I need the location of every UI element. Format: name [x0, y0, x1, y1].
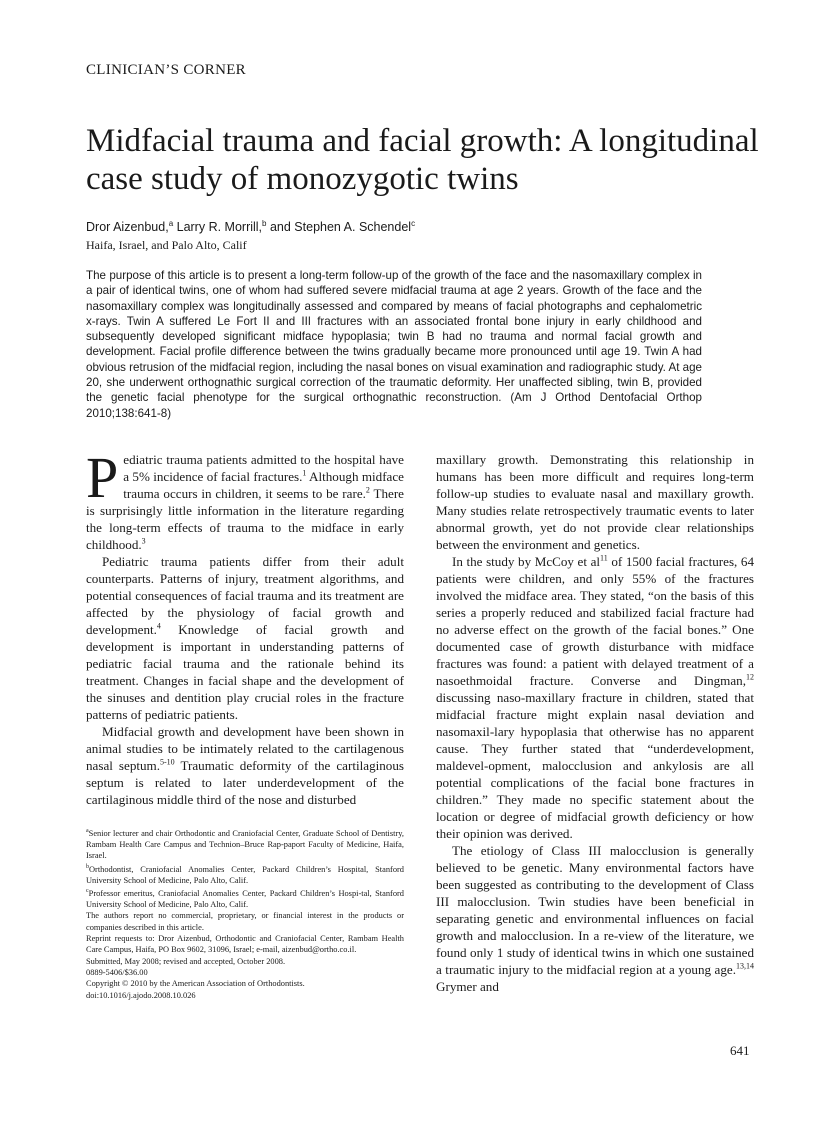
body-text: Traumatic deformity of the cartilaginous septum is related to later underdevelopment of the cartilaginous middle third of the nose and disturbed — [86, 758, 404, 807]
doi: doi:10.1016/j.ajodo.2008.10.026 — [86, 990, 196, 1000]
body-paragraph — [436, 842, 754, 995]
body-paragraph — [86, 445, 404, 553]
reference-mark: 12 — [746, 672, 754, 682]
body-text: of 1500 facial fractures, 64 patients were children, and only 55% of the fractures involved the midface area. They stated, “on the basis of this series a properly reduced and stabilized facial fracture had no adverse effect on the growth of the facial bones.” One documented case of growth disturbance with midface fractures was found: a patient with delayed treatment of a nasoethmoidal fracture. Converse and Dingman, — [436, 554, 754, 688]
author-affiliation-mark: c — [411, 219, 416, 228]
footnote-text: Professor emeritus, Craniofacial Anomalies Center, Packard Children’s Hospi-tal, Stanford University School of Medicine, Palo Alto, Calif. — [86, 888, 404, 910]
body-paragraph — [436, 553, 754, 842]
submission-dates: Submitted, May 2008; revised and accepted, October 2008. — [86, 956, 286, 966]
reference-mark: 2 — [365, 485, 370, 495]
page-number: 641 — [730, 1043, 750, 1058]
reference-mark: 4 — [156, 621, 161, 631]
footnote-mark: a — [86, 828, 89, 834]
author-affiliation-mark: b — [262, 219, 267, 228]
footnote-mark: c — [86, 888, 89, 895]
reference-mark: 1 — [302, 468, 307, 478]
author-list — [86, 219, 415, 234]
body-column-left — [86, 445, 404, 808]
issn: 0889-5406/$36.00 — [86, 967, 148, 977]
author-name: and Stephen A. Schendel — [266, 220, 412, 235]
abstract: The purpose of this article is to present a long-term follow-up of the growth of the face and the nasomaxillary complex in a pair of identical twins, one of whom had suffered severe midfacial trauma at age 2 years. Growth of the face and the nasomaxillary complex was longitudinally assessed and compared by means of facial photographs and cephalometric x-rays. Twin A suffered Le Fort II and III fractures with an associated frontal bone injury in early childhood and subsequently developed significant midface hypoplasia; twin B had no trauma and normal facial growth and development. Facial profile difference between the twins gradually became more pronounced until age 19. Twin A had obvious retrusion of the midfacial region, including the nasal bones on visual examination and radiographic study. At age 20, she underwent orthognathic surgical correction of the traumatic deformity. Her unaffected sibling, twin B, provided the genetic facial phenotype for the surgical orthognathic reconstruction. (Am J Orthod Dentofacial Orthop 2010;138:641-8) — [86, 269, 702, 420]
reference-mark: 13,14 — [736, 961, 754, 971]
body-text: Pediatric trauma patients differ from their adult counterparts. Patterns of injury, treatment algorithms, and potential consequences of facial trauma and its treatment are affected by the physiology of facial growth and development. — [86, 554, 404, 637]
author-name: Larry R. Morrill, — [173, 220, 263, 235]
body-text: Although midface trauma occurs in children, it seems to be rare. — [123, 469, 404, 501]
author-affiliation-mark: a — [168, 219, 174, 228]
body-paragraph — [86, 723, 404, 808]
body-text: ediatric trauma patients admitted to the hospital have a 5% incidence of facial fractures. — [123, 452, 404, 484]
body-text: Midfacial growth and development have been shown in animal studies to be intimately related to the cartilagenous nasal septum. — [86, 724, 404, 773]
copyright: Copyright © 2010 by the American Association of Orthodontists. — [86, 979, 305, 989]
body-paragraph — [86, 553, 404, 723]
footnote-text: Orthodontist, Craniofacial Anomalies Center, Packard Children’s Hospital, Stanford University School of Medicine, Palo Alto, Calif. — [86, 864, 404, 885]
footnote-text: Senior lecturer and chair Orthodontic and Craniofacial Center, Graduate School of Dentistry, Rambam Health Care Campus and Technion–Bruce Rap-paport Faculty of Medicine, Haifa, Israel. — [86, 828, 404, 861]
author-affiliation: Haifa, Israel, and Palo Alto, Calif — [86, 238, 247, 252]
body-text: The etiology of Class III malocclusion is generally believed to be genetic. Many environmental factors have been suggested as contributing to the development of Class III malocclusion. Twin studies have been beneficial in separating genetic and environmental influences on facial growth and malocclusion. In a re-view of the literature, we found only 1 study of identical twins in which one sustained a traumatic injury to the midfacial region at a young age. — [436, 843, 754, 977]
reference-mark: 5-10 — [160, 757, 175, 767]
body-text: Knowledge of facial growth and development is important in understanding patterns of pediatric facial trauma and the rationale behind its treatment. Changes in facial shape and the development of the sinuses and dentition play crucial roles in the fracture patterns of pediatric patients. — [86, 622, 404, 722]
drop-cap: P — [86, 445, 119, 510]
footnotes — [86, 826, 404, 1001]
author-name: Dror Aizenbud, — [86, 220, 169, 235]
reprint-requests: Reprint requests to: Dror Aizenbud, Orthodontic and Craniofacial Center, Rambam Health Care Campus, Haifa, PO Box 9602, 31096, Israel; e-mail, aizenbud@ortho.co.il. — [86, 934, 404, 955]
reference-mark: 3 — [141, 536, 146, 546]
body-text: Grymer and — [436, 979, 499, 994]
body-text: discussing naso-maxillary fracture in children, stated that midfacial fracture might explain nasal deviation and nasomaxil-lary hypoplasia that otherwise has no apparent cause. They further stated that “underdevelopment, maldevel-opment, malocclusion and ankylosis are all potential complications of the facial bone fractures in children.” They made no specific statement about the location or degree of midfacial growth deficiency or how their opinion was derived. — [436, 690, 754, 841]
body-text: There is surprisingly little information in the literature regarding the long-term effects of trauma to the midface in early childhood. — [86, 486, 404, 552]
article-title: Midfacial trauma and facial growth: A longitudinal case study of monozygotic twins — [86, 123, 759, 197]
footnote — [86, 862, 404, 886]
reference-mark: 11 — [600, 553, 608, 563]
body-text: maxillary growth. Demonstrating this relationship in humans has been more difficult and requires long-term follow-up studies to evaluate nasal and maxillary growth. Many studies relate retrospectively traumatic events to later abnormal growth, yet do not provide clear relationships between the environment and genetics. — [436, 452, 754, 552]
section-label: CLINICIAN’S CORNER — [86, 62, 246, 78]
body-column-right — [436, 451, 754, 995]
footnote — [86, 886, 404, 910]
footnote — [86, 826, 404, 862]
conflict-statement: The authors report no commercial, proprietary, or financial interest in the products or companies described in this article. — [86, 911, 404, 932]
footnote-mark: b — [86, 863, 89, 870]
body-text: In the study by McCoy et al — [452, 554, 601, 569]
body-paragraph-continued — [436, 451, 754, 553]
